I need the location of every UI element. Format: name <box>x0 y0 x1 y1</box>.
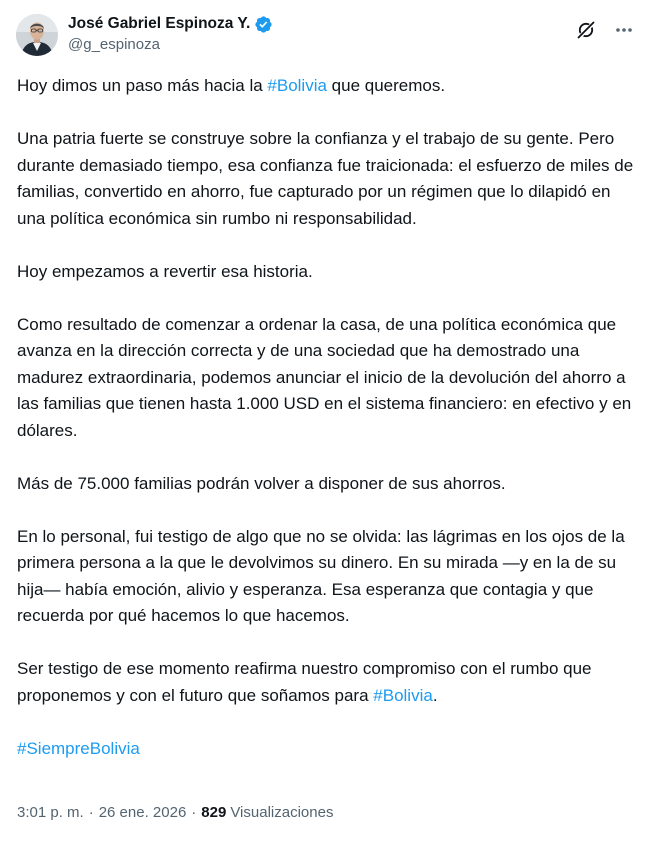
paragraph-3: Hoy empezamos a revertir esa historia. <box>17 261 313 281</box>
separator: · <box>191 804 197 821</box>
tweet-time[interactable]: 3:01 p. m. <box>17 804 84 821</box>
tweet-date[interactable]: 26 ene. 2026 <box>98 804 187 821</box>
paragraph-7 <box>17 656 642 709</box>
separator: · <box>88 804 94 821</box>
paragraph-5: Más de 75.000 familias podrán volver a disponer de sus ahorros. <box>17 473 506 493</box>
paragraph-4: Como resultado de comenzar a ordenar la casa, de una política económica que avanza en la dirección correcta y de una sociedad que ha demostrado una madurez extraordinaria, podemos anunciar el inicio de la devolución del ahorro a las familias que tienen hasta 1.000 USD en el sistema financiero: en efectivo y en dólares. <box>17 314 636 440</box>
paragraph-2: Una patria fuerte se construye sobre la confianza y el trabajo de su gente. Pero durante demasiado tiempo, esa confianza fue traicionada: el esfuerzo de miles de familias, convertido en ahorro, fue capturado por un régimen que lo dilapidó en una política económica sin rumbo ni responsabilidad. <box>17 129 638 228</box>
text-span: Ser testigo de ese momento reafirma nuestro compromiso con el rumbo que proponemos y con el futuro que soñamos para <box>17 659 597 705</box>
more-icon[interactable] <box>607 13 641 47</box>
avatar-image <box>16 14 58 56</box>
paragraph-8 <box>17 736 642 763</box>
text-span: . <box>432 685 438 705</box>
paragraph-6: En lo personal, fui testigo de algo que no se olvida: las lágrimas en los ojos de la primera persona a la que le devolvimos su dinero. En su mirada —y en la de su hija— había emoción, alivio y esperanza. Esa esperanza que contagia y que recuerda por qué hacemos lo que hacemos. <box>17 526 630 625</box>
author-handle[interactable]: @g_espinoza <box>68 36 160 53</box>
text-span: que queremos. <box>326 76 446 95</box>
name-row <box>68 13 273 35</box>
verified-badge-icon[interactable] <box>254 15 273 34</box>
avatar[interactable] <box>16 14 58 56</box>
grok-icon[interactable] <box>569 13 603 47</box>
tweet-header <box>16 11 641 57</box>
tweet-meta <box>17 804 333 821</box>
hashtag-siemprebolivia[interactable]: #SiempreBolivia <box>17 738 140 758</box>
views-label: Visualizaciones <box>230 804 334 821</box>
hashtag-bolivia[interactable]: #Bolivia <box>373 685 433 705</box>
header-actions <box>569 13 641 47</box>
text-span: Hoy dimos un paso más hacia la <box>17 76 268 95</box>
author-display-name[interactable]: José Gabriel Espinoza Y. <box>68 15 251 32</box>
paragraph-1 <box>17 73 642 100</box>
views-count[interactable]: 829 <box>201 804 227 821</box>
author-info <box>68 13 273 53</box>
hashtag-bolivia[interactable]: #Bolivia <box>267 76 327 95</box>
tweet-text <box>17 73 642 762</box>
